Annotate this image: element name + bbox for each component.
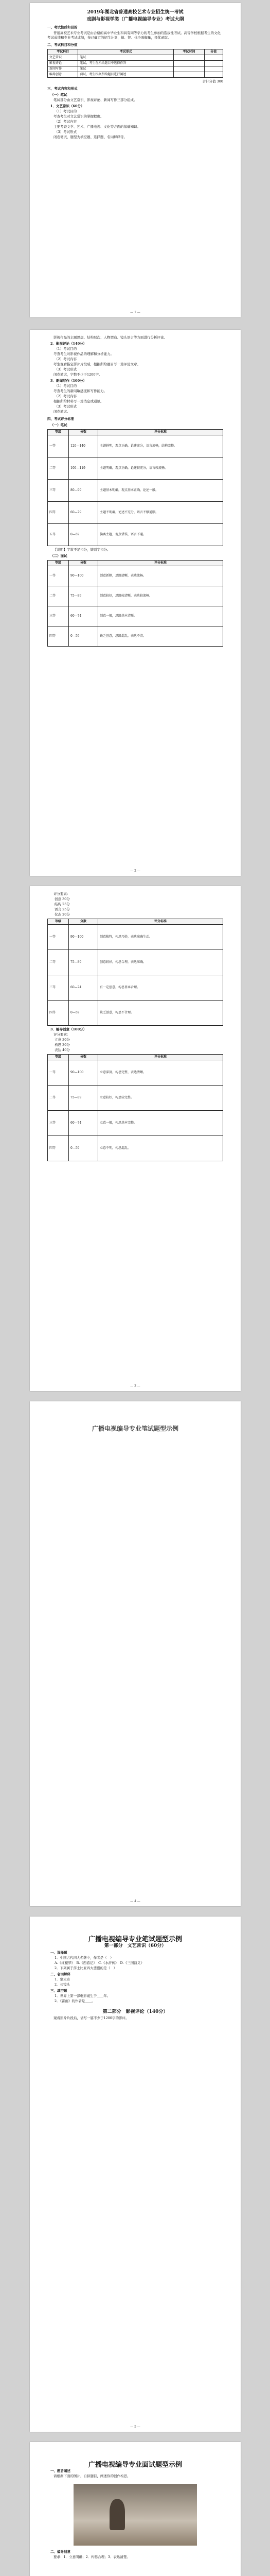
body-line: 1．文艺常识（60分） bbox=[50, 104, 84, 108]
score-table-4 bbox=[47, 1054, 223, 1161]
table-header-row bbox=[48, 919, 223, 925]
table-cell: 二等 bbox=[48, 457, 69, 480]
table-cell: 偏离主题，观点错误，语言不通。 bbox=[98, 524, 223, 546]
body-line: 评分要素： bbox=[53, 1032, 70, 1037]
table-header-row bbox=[48, 49, 223, 55]
table-cell: 100—119 bbox=[69, 457, 98, 480]
table-header-cell: 考试科目 bbox=[48, 49, 78, 55]
table-cell: 一等 bbox=[48, 925, 69, 950]
table-cell: 四等 bbox=[48, 1001, 69, 1026]
table-cell: 0—59 bbox=[69, 1136, 98, 1161]
table-cell: 创意一般，思路基本清晰。 bbox=[98, 606, 223, 626]
page-1 bbox=[30, 3, 241, 317]
table-cell: 三等 bbox=[48, 606, 69, 626]
body-line: 闭卷笔试，题型为填空题、选择题、名词解释等。 bbox=[53, 135, 127, 139]
table-header-cell: 等级 bbox=[48, 919, 69, 925]
table-cell: 创意独特，构思巧妙，表达准确生动。 bbox=[98, 925, 223, 950]
table-cell: 75—89 bbox=[69, 586, 98, 606]
table-cell: 90—100 bbox=[69, 566, 98, 586]
prompt-photo bbox=[74, 2484, 197, 2546]
table-cell: 影视评论 bbox=[48, 61, 78, 66]
section-1: 一、考试性质和目的 bbox=[47, 25, 78, 29]
table-cell: 120—140 bbox=[69, 435, 98, 457]
body-line: 评分要素： bbox=[53, 892, 70, 896]
table-cell bbox=[204, 72, 223, 78]
score-table-2 bbox=[47, 560, 223, 647]
table-row bbox=[48, 626, 223, 647]
page-4 bbox=[30, 1401, 241, 1906]
body-line: 影视作品的主题思想、结构层次、人物塑造、镜头语言等方面进行分析评论。 bbox=[53, 335, 167, 340]
body-line: 三、填空题 bbox=[50, 1989, 67, 1993]
table-row bbox=[48, 566, 223, 586]
body-line: 创意 30分 bbox=[55, 897, 70, 901]
table-cell bbox=[204, 55, 223, 61]
table-cell: 60—79 bbox=[69, 502, 98, 524]
table-row bbox=[48, 1001, 223, 1026]
interview-title: 广播电视编导专业面试题型示例 bbox=[88, 2461, 182, 2469]
body-line: （1）考试目的 bbox=[55, 109, 77, 113]
body-line: 考查考生的新闻敏感度和写作能力。 bbox=[53, 389, 107, 393]
table-row bbox=[48, 66, 223, 72]
table-header-cell: 考试形式 bbox=[78, 49, 174, 55]
page-number: — 4 — bbox=[130, 1900, 140, 1903]
subject-table bbox=[47, 49, 223, 78]
body-line: 笔试部分由文艺常识、影视评论、新闻写作三部分组成。 bbox=[53, 98, 137, 102]
table-cell: 四等 bbox=[48, 626, 69, 647]
table-cell bbox=[174, 72, 204, 78]
body-line: 观看影片片段后，请写一篇不少于1200字的影评。 bbox=[53, 2016, 129, 2020]
table-row bbox=[48, 61, 223, 66]
body-line: （2）考试内容 bbox=[55, 120, 77, 124]
table-cell: 缺乏创意，思路混乱，表达不清。 bbox=[98, 626, 223, 647]
table-row bbox=[48, 586, 223, 606]
table-header-cell: 分数 bbox=[69, 430, 98, 435]
table-cell: 0—59 bbox=[69, 524, 98, 546]
table-cell: 二等 bbox=[48, 1086, 69, 1111]
body-line: 一、题旨阐述 bbox=[50, 2469, 70, 2473]
section-4: 四、考试评分标准 bbox=[47, 417, 74, 421]
table-cell bbox=[174, 55, 204, 61]
table-cell: 创意较好，思路较清晰，表达较流畅。 bbox=[98, 586, 223, 606]
body-line: 一、选择题 bbox=[50, 1951, 67, 1955]
body-line: 语言 25分 bbox=[55, 907, 70, 911]
page-number: — 2 — bbox=[130, 869, 140, 873]
doc-title: 2019年湖北省普通高校艺术专业招生统一考试 bbox=[87, 10, 184, 15]
table-cell: 立意较好，构思较完整。 bbox=[98, 1086, 223, 1111]
table-cell: 90—100 bbox=[69, 1060, 98, 1086]
section-2: 二、考试科目和分值 bbox=[47, 43, 78, 47]
subsection: （二）面试 bbox=[50, 554, 67, 558]
score-table bbox=[47, 429, 223, 546]
table-row bbox=[48, 524, 223, 546]
body-line: 立意 30分 bbox=[55, 1038, 70, 1042]
section-4-sub: （一）笔试 bbox=[50, 423, 67, 427]
table-header-cell: 评分标准 bbox=[98, 561, 223, 566]
body-line: （2）考试内容 bbox=[55, 394, 77, 398]
sample-title: 广播电视编导专业笔试题型示例 bbox=[88, 1936, 182, 1943]
table-cell: 创意新颖，思路清晰，表达流畅。 bbox=[98, 566, 223, 586]
table-cell: 编导创意 bbox=[48, 72, 78, 78]
table-cell: 笔试 bbox=[78, 66, 174, 72]
table-cell: 三等 bbox=[48, 480, 69, 502]
table-header-row bbox=[48, 561, 223, 566]
table-cell: 60—74 bbox=[69, 1111, 98, 1136]
part-2-title: 第二部分 影视评论（140分） bbox=[102, 2009, 168, 2014]
table-header-cell: 评分标准 bbox=[98, 430, 223, 435]
body-line: 构思 30分 bbox=[55, 1043, 70, 1047]
body-line: 3．新闻写作（100分） bbox=[50, 379, 87, 383]
table-row bbox=[48, 606, 223, 626]
body-line: （2）考试内容 bbox=[55, 357, 77, 361]
body-line: 2．下列属于莎士比亚四大悲剧的是（ ） bbox=[55, 1966, 117, 1970]
table-cell: 0—59 bbox=[69, 1001, 98, 1026]
table-cell: 0—59 bbox=[69, 626, 98, 647]
doc-subtitle: 戏剧与影视学类（广播电视编导专业）考试大纲 bbox=[86, 17, 184, 22]
table-cell: 三等 bbox=[48, 975, 69, 1001]
table-header-cell: 分数 bbox=[69, 561, 98, 566]
table-row bbox=[48, 72, 223, 78]
body-line: 2．影视评论（140分） bbox=[50, 342, 87, 346]
table-cell: 四等 bbox=[48, 502, 69, 524]
body-line: 考生观看指定影片片段后，根据所给题目写一篇评论文章。 bbox=[53, 362, 140, 366]
table-cell: 75—89 bbox=[69, 950, 98, 975]
body-line: 2．长镜头 bbox=[55, 1982, 70, 1987]
table-cell: 主题基本明确，观点基本正确，论述一般。 bbox=[98, 480, 223, 502]
body-line: 1．蒙太奇 bbox=[55, 1977, 70, 1981]
page-number: — 1 — bbox=[130, 311, 140, 314]
body-line: （1）考试目的 bbox=[55, 347, 77, 351]
table-cell bbox=[204, 66, 223, 72]
table-cell: 主题不明确，论述不充分，语言不够通顺。 bbox=[98, 502, 223, 524]
table-header-cell: 考试时间 bbox=[174, 49, 204, 55]
body-line: （3）考试形式 bbox=[55, 404, 77, 409]
body-line: 二、编导创意 bbox=[50, 2550, 70, 2554]
table-header-cell: 等级 bbox=[48, 1055, 69, 1060]
table-cell: 一等 bbox=[48, 1060, 69, 1086]
body-line: 根据所给材料写一篇消息或通讯。 bbox=[53, 399, 104, 403]
table-row bbox=[48, 55, 223, 61]
body-line: 1．中国古代四大名著中，作者是（ ） bbox=[55, 1956, 114, 1960]
body-line: 1．世界上第一部电影诞生于＿＿年。 bbox=[55, 1994, 111, 1998]
body-line: 要求：1．立意明确；2．构思合理；3．表达清楚。 bbox=[53, 2555, 130, 2559]
table-cell: 新闻写作 bbox=[48, 66, 78, 72]
table-row bbox=[48, 457, 223, 480]
table-cell: 缺乏创意，构思不合理。 bbox=[98, 1001, 223, 1026]
body-line: （1）考试目的 bbox=[55, 384, 77, 388]
table-cell: 五等 bbox=[48, 524, 69, 546]
table-cell: 创意较好，构思合理，表达准确。 bbox=[98, 950, 223, 975]
page-6 bbox=[30, 2442, 241, 2576]
table-cell: 立意不明，构思混乱。 bbox=[98, 1136, 223, 1161]
table-row bbox=[48, 975, 223, 1001]
page-5 bbox=[30, 1917, 241, 2432]
table-cell: 二等 bbox=[48, 586, 69, 606]
subsection: 3．编导创意（100分） bbox=[50, 1027, 87, 1031]
body-line: A.《红楼梦》 B.《西游记》 C.《水浒传》 D.《三国演义》 bbox=[55, 1961, 144, 1965]
body-line: （3）考试形式 bbox=[55, 367, 77, 371]
table-cell: 60—74 bbox=[69, 606, 98, 626]
table-row bbox=[48, 925, 223, 950]
part-1-title: 第一部分 文艺常识（60分） bbox=[104, 1943, 167, 1948]
table-cell: 90—100 bbox=[69, 925, 98, 950]
table-header-cell: 评分标准 bbox=[98, 919, 223, 925]
table-cell: 有一定创意，构思基本合理。 bbox=[98, 975, 223, 1001]
table-cell: 立意深刻，构思完整，表达清晰。 bbox=[98, 1060, 223, 1086]
table-row bbox=[48, 1086, 223, 1111]
table-header-cell: 等级 bbox=[48, 561, 69, 566]
body-line: 闭卷笔试。 bbox=[53, 410, 70, 414]
table-cell: 主题明确，观点正确，论述较充分，语言较流畅。 bbox=[98, 457, 223, 480]
table-row bbox=[48, 1136, 223, 1161]
table-row bbox=[48, 502, 223, 524]
table-cell: 二等 bbox=[48, 950, 69, 975]
table-header-cell: 分值 bbox=[204, 49, 223, 55]
table-note: 【说明】字数不足扣分，错别字扣分。 bbox=[53, 548, 111, 552]
table-cell: 面试，考生根据所给题目进行阐述 bbox=[78, 72, 174, 78]
table-cell: 60—74 bbox=[69, 975, 98, 1001]
body-line: 仪态 20分 bbox=[55, 912, 70, 917]
section-3-sub: （一）笔试 bbox=[50, 93, 67, 97]
page-number: — 5 — bbox=[130, 2425, 140, 2429]
table-row bbox=[48, 480, 223, 502]
score-table-3 bbox=[47, 919, 223, 1026]
body-line: 考查考生对文艺常识的掌握程度。 bbox=[53, 114, 104, 118]
table-cell: 笔试，考生在所给题目中选择作答 bbox=[78, 61, 174, 66]
table-cell bbox=[174, 66, 204, 72]
table-header-cell: 评分标准 bbox=[98, 1055, 223, 1060]
table-row bbox=[48, 1060, 223, 1086]
body-line: 2．《雷雨》的作者是＿＿。 bbox=[55, 1999, 95, 2003]
table-row bbox=[48, 1111, 223, 1136]
body-line: 主要考查文学、艺术、广播电视、文化等方面的基础知识。 bbox=[53, 125, 140, 129]
body-line: 考查考生对影视作品的理解和分析能力。 bbox=[53, 352, 114, 356]
table-cell: 80—99 bbox=[69, 480, 98, 502]
body-line: 二、名词解释 bbox=[50, 1972, 70, 1976]
table-header-cell: 等级 bbox=[48, 430, 69, 435]
table-cell: 三等 bbox=[48, 1111, 69, 1136]
page-3 bbox=[30, 886, 241, 1391]
cropped-heading: 广播电视编导专业笔试题型示例 bbox=[92, 1425, 178, 1432]
table-header-cell: 分数 bbox=[69, 919, 98, 925]
section-1-text: 普通高校艺术专业考试是由合格的高中毕业生和具有同等学力的考生参加的选拔性考试。高等学校根据考生的文化考试成绩和专业考试成绩，按已确定的招生计划，德、智、体全面衡量，择优录取。 bbox=[47, 31, 221, 40]
table-cell: 一等 bbox=[48, 435, 69, 457]
table-cell: 75—89 bbox=[69, 1086, 98, 1111]
table-cell: 笔试 bbox=[78, 55, 174, 61]
body-line: （3）考试形式 bbox=[55, 130, 77, 134]
table-row bbox=[48, 435, 223, 457]
table-cell: 文艺常识 bbox=[48, 55, 78, 61]
total-score: 合计分值 300 bbox=[202, 79, 223, 83]
table-header-cell: 分数 bbox=[69, 1055, 98, 1060]
body-line: 结构 25分 bbox=[55, 902, 70, 906]
table-header-row bbox=[48, 430, 223, 435]
table-cell: 主题鲜明，观点正确，论述充分，语言流畅，结构完整。 bbox=[98, 435, 223, 457]
page-2 bbox=[30, 330, 241, 876]
table-cell bbox=[204, 61, 223, 66]
body-line: 闭卷笔试，字数不少于1200字。 bbox=[53, 372, 102, 377]
table-header-row bbox=[48, 1055, 223, 1060]
table-row bbox=[48, 950, 223, 975]
table-cell: 立意一般，构思基本完整。 bbox=[98, 1111, 223, 1136]
page-number: — 3 — bbox=[130, 1384, 140, 1388]
table-cell bbox=[174, 61, 204, 66]
body-line: 表达 40分 bbox=[55, 1048, 70, 1052]
table-cell: 四等 bbox=[48, 1136, 69, 1161]
section-3: 三、考试内容和形式 bbox=[47, 87, 78, 91]
table-cell: 一等 bbox=[48, 566, 69, 586]
body-line: 请根据下面的图片，自拟题目，阐述你的创作构思。 bbox=[53, 2474, 131, 2478]
